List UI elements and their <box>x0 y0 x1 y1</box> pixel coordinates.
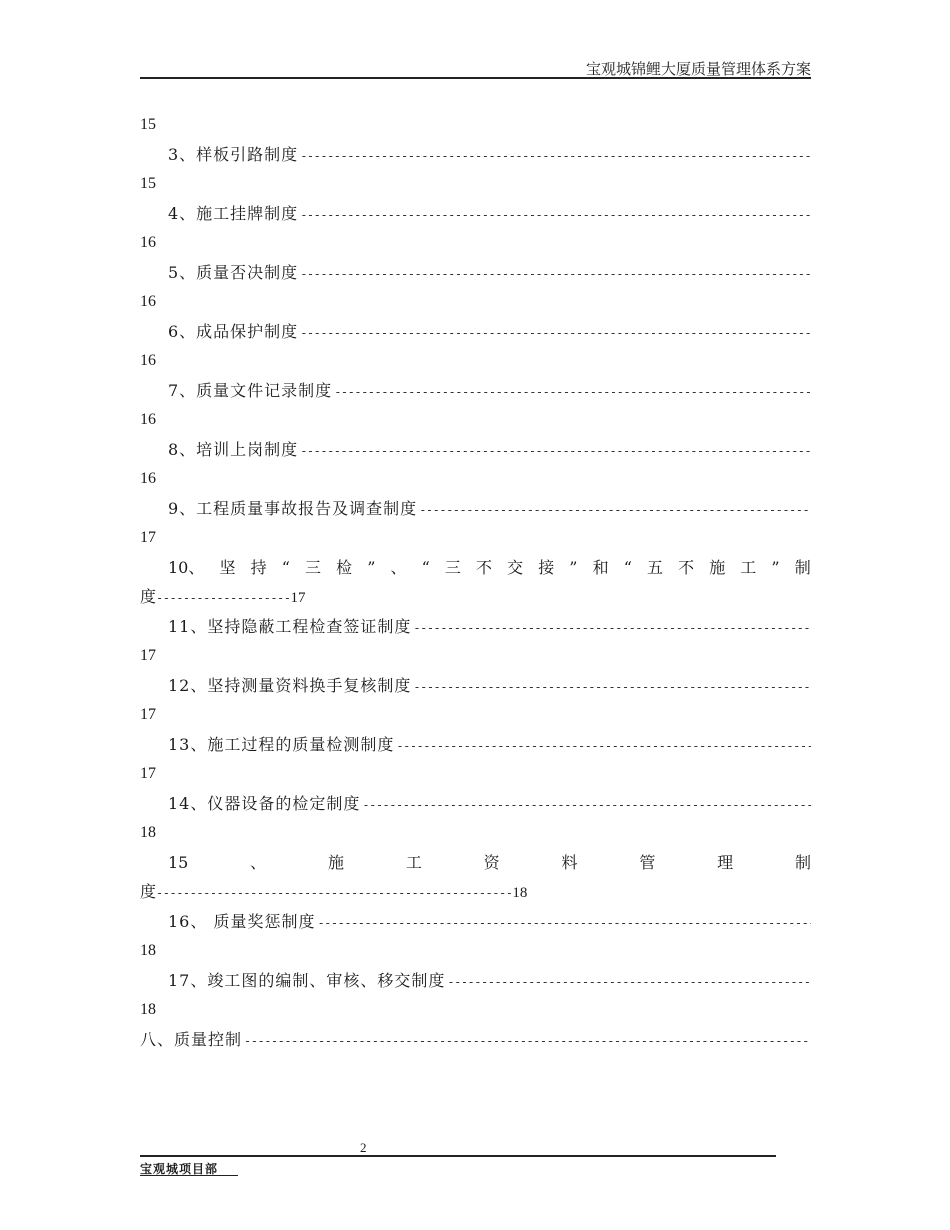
toc-page-number: 17 <box>140 529 156 546</box>
toc-char: 和 <box>592 557 609 577</box>
leader-dots <box>413 673 811 701</box>
leader-dots <box>300 142 811 170</box>
toc-entry[interactable] <box>140 494 811 524</box>
toc-char: 交 <box>507 557 524 577</box>
toc-char: 不 <box>678 557 695 577</box>
toc-page-number: 16 <box>140 470 156 487</box>
toc-entry[interactable] <box>140 789 811 819</box>
toc-char: 施 <box>328 852 345 872</box>
page-header <box>140 58 811 78</box>
toc-entry-label: 7、质量文件记录制度 <box>168 380 333 400</box>
toc-char: 接 <box>538 557 555 577</box>
toc-char: 料 <box>561 852 578 872</box>
toc-char: ” <box>569 557 578 577</box>
toc-entry-label: 4、施工挂牌制度 <box>168 203 299 223</box>
toc-entry-label: 13、施工过程的质量检测制度 <box>168 734 395 754</box>
toc-char: 理 <box>717 852 734 872</box>
toc-entry-label: 9、工程质量事故报告及调查制度 <box>168 498 418 518</box>
toc-page-number: 17 <box>290 590 306 606</box>
toc-entry[interactable] <box>140 966 811 996</box>
toc-char: 15 <box>168 852 189 872</box>
leader-dots: -------------------- <box>156 591 291 605</box>
toc-page-number: 18 <box>140 824 156 841</box>
leader-dots <box>362 791 811 819</box>
toc-entry[interactable] <box>140 730 811 760</box>
toc-entry-10-continuation <box>140 582 811 612</box>
toc-entry[interactable] <box>140 671 811 701</box>
leader-dots <box>317 909 811 937</box>
toc-char: 三 <box>444 557 461 577</box>
toc-entry-15[interactable] <box>140 848 811 878</box>
toc-char: “ <box>281 557 290 577</box>
toc-entry[interactable] <box>140 435 811 465</box>
toc-entry[interactable] <box>140 612 811 642</box>
toc-entry-label: 14、仪器设备的检定制度 <box>168 793 361 813</box>
toc-entry-label: 11、坚持隐蔽工程检查签证制度 <box>168 616 412 636</box>
leader-dots <box>447 968 811 996</box>
document-title: 宝观城锦鲤大厦质量管理体系方案 <box>585 60 811 78</box>
header-rule <box>140 77 811 79</box>
footer-organization: 宝观城项目部 <box>140 1162 219 1176</box>
toc-char: 坚 <box>219 557 236 577</box>
toc-char: 管 <box>639 852 656 872</box>
leader-dots <box>300 319 811 347</box>
leader-dots: ----------------------------------------------------- <box>156 886 513 900</box>
toc-entry-15-continuation <box>140 877 811 907</box>
toc-entry-label: 6、成品保护制度 <box>168 321 299 341</box>
toc-page-number: 15 <box>140 175 156 192</box>
toc-entry-label: 12、坚持测量资料换手复核制度 <box>168 675 412 695</box>
toc-char: 工 <box>405 852 422 872</box>
toc-char: 制 <box>794 852 811 872</box>
toc-entry[interactable] <box>140 1025 811 1055</box>
toc-page-number: 16 <box>140 293 156 310</box>
footer-org-underline <box>140 1175 238 1176</box>
toc-entry-label: 8、培训上岗制度 <box>168 439 299 459</box>
leader-dots <box>300 437 811 465</box>
toc-char: 、 <box>390 557 407 577</box>
toc-char: 不 <box>475 557 492 577</box>
page-number: 2 <box>360 1140 367 1155</box>
toc-char: 、 <box>250 852 267 872</box>
toc-char: 工 <box>740 557 757 577</box>
toc-entry-label: 16、 质量奖惩制度 <box>168 911 316 931</box>
leader-dots <box>413 614 811 642</box>
toc-page-number: 18 <box>512 885 528 901</box>
toc-page-number: 15 <box>140 116 156 133</box>
toc-char: “ <box>623 557 632 577</box>
toc-char: 三 <box>304 557 321 577</box>
toc-entry[interactable] <box>140 199 811 229</box>
toc-page-number: 16 <box>140 234 156 251</box>
toc-page-number: 17 <box>140 706 156 723</box>
toc-page-number: 18 <box>140 1001 156 1018</box>
toc-char: 资 <box>483 852 500 872</box>
toc-entry[interactable] <box>140 140 811 170</box>
toc-char: 五 <box>646 557 663 577</box>
toc-entry[interactable] <box>140 317 811 347</box>
leader-dots <box>244 1027 811 1055</box>
leader-dots <box>300 201 811 229</box>
toc-entry-label: 度 <box>140 882 157 901</box>
toc-char: “ <box>421 557 430 577</box>
toc-page-number: 17 <box>140 647 156 664</box>
toc-char: 施 <box>709 557 726 577</box>
toc-page-number: 16 <box>140 352 156 369</box>
leader-dots <box>396 732 811 760</box>
toc-entry-label: 17、竣工图的编制、审核、移交制度 <box>168 970 446 990</box>
leader-dots <box>300 260 811 288</box>
toc-char: ” <box>367 557 376 577</box>
toc-entry[interactable] <box>140 376 811 406</box>
toc-entry-10[interactable] <box>140 553 811 583</box>
toc-char: 持 <box>250 557 267 577</box>
toc-entry-label: 度 <box>140 587 157 606</box>
footer-rule <box>140 1155 776 1157</box>
toc-page-number: 18 <box>140 942 156 959</box>
leader-dots <box>419 496 811 524</box>
toc-char: 检 <box>336 557 353 577</box>
toc-entry-label: 八、质量控制 <box>140 1029 243 1049</box>
toc-char: ” <box>771 557 780 577</box>
toc-char: 10、 <box>168 557 205 577</box>
toc-entry-label: 5、质量否决制度 <box>168 262 299 282</box>
table-of-contents <box>140 110 811 1054</box>
toc-page-number: 16 <box>140 411 156 428</box>
toc-char: 制 <box>794 557 811 577</box>
toc-entry[interactable] <box>140 258 811 288</box>
toc-page-number: 17 <box>140 765 156 782</box>
toc-entry[interactable] <box>140 907 811 937</box>
toc-entry-label: 3、样板引路制度 <box>168 144 299 164</box>
leader-dots <box>334 378 811 406</box>
